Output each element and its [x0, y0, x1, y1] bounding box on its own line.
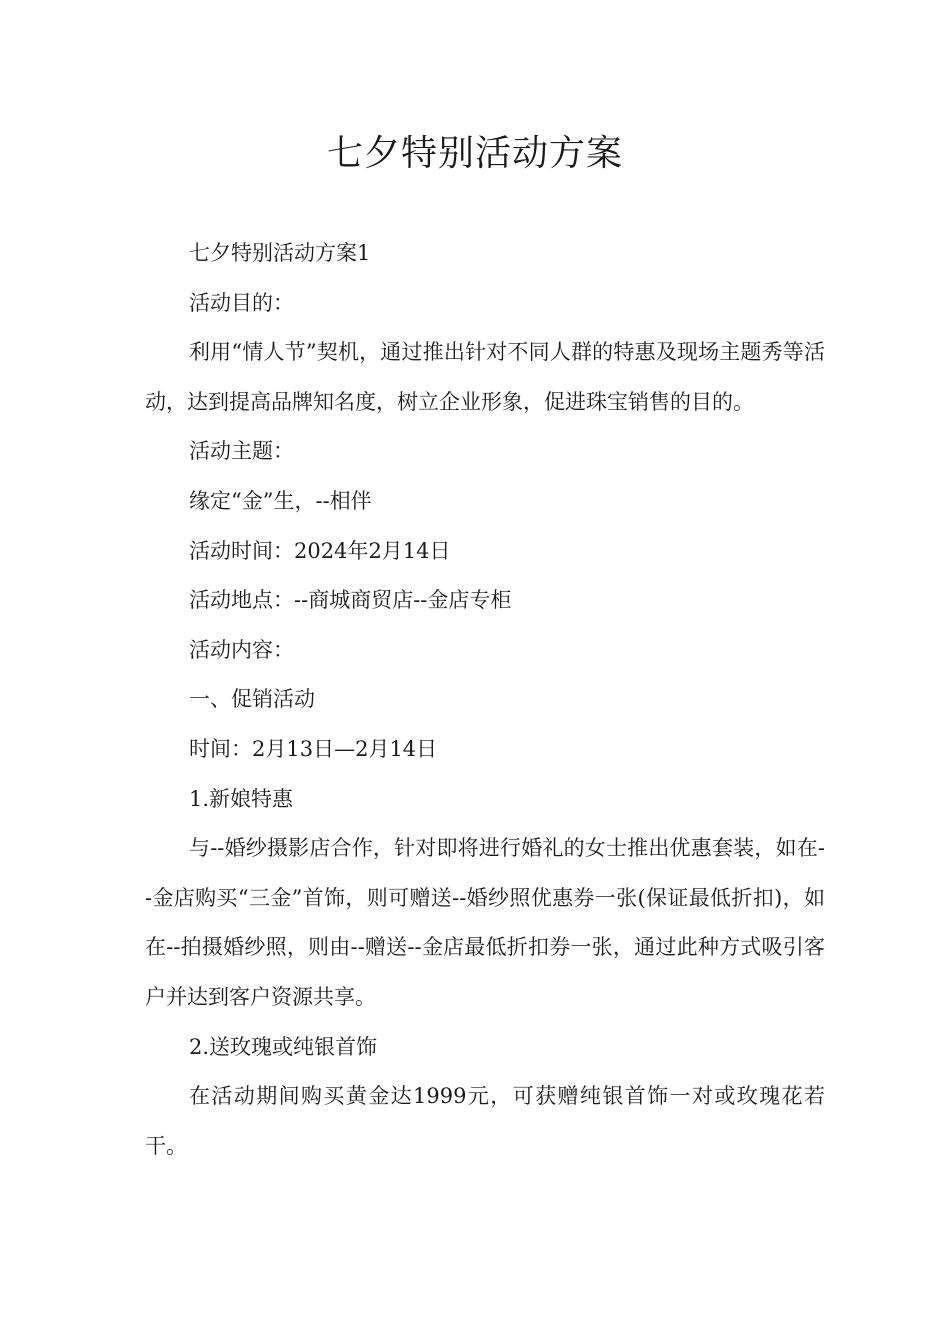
paragraph: 利用“情人节”契机，通过推出针对不同人群的特惠及现场主题秀等活动，达到提高品牌知名度，树立企业形象，促进珠宝销售的目的。 [145, 340, 825, 414]
list-item-heading: 2.送玫瑰或纯银首饰 [189, 1034, 378, 1059]
section-heading: 七夕特别活动方案1 [189, 241, 371, 265]
paragraph: 与--婚纱摄影店合作，针对即将进行婚礼的女士推出优惠套装，如在--金店购买“三金”首饰，则可赠送--婚纱照优惠券一张(保证最低折扣)，如在--拍摄婚纱照，则由--赠送--金店最低折扣券一张，通过此种方式吸引客户并达到客户资源共享。 [145, 836, 825, 1009]
document-body [145, 229, 825, 1171]
paragraph: 活动时间：2024年2月14日 [189, 538, 451, 563]
paragraph-label: 活动内容： [189, 637, 294, 662]
paragraph: 时间：2月13日—2月14日 [189, 736, 438, 761]
paragraph: 在活动期间购买黄金达1999元，可获赠纯银首饰一对或玫瑰花若干。 [145, 1084, 825, 1158]
paragraph-label: 活动目的： [189, 290, 294, 315]
document-title: 七夕特别活动方案 [326, 133, 623, 174]
paragraph: 活动地点：--商城商贸店--金店专柜 [189, 588, 512, 613]
subsection-heading: 一、促销活动 [189, 687, 315, 712]
paragraph: 缘定“金”生，--相伴 [189, 488, 372, 513]
list-item-heading: 1.新娘特惠 [189, 786, 294, 811]
paragraph-label: 活动主题： [189, 439, 294, 464]
